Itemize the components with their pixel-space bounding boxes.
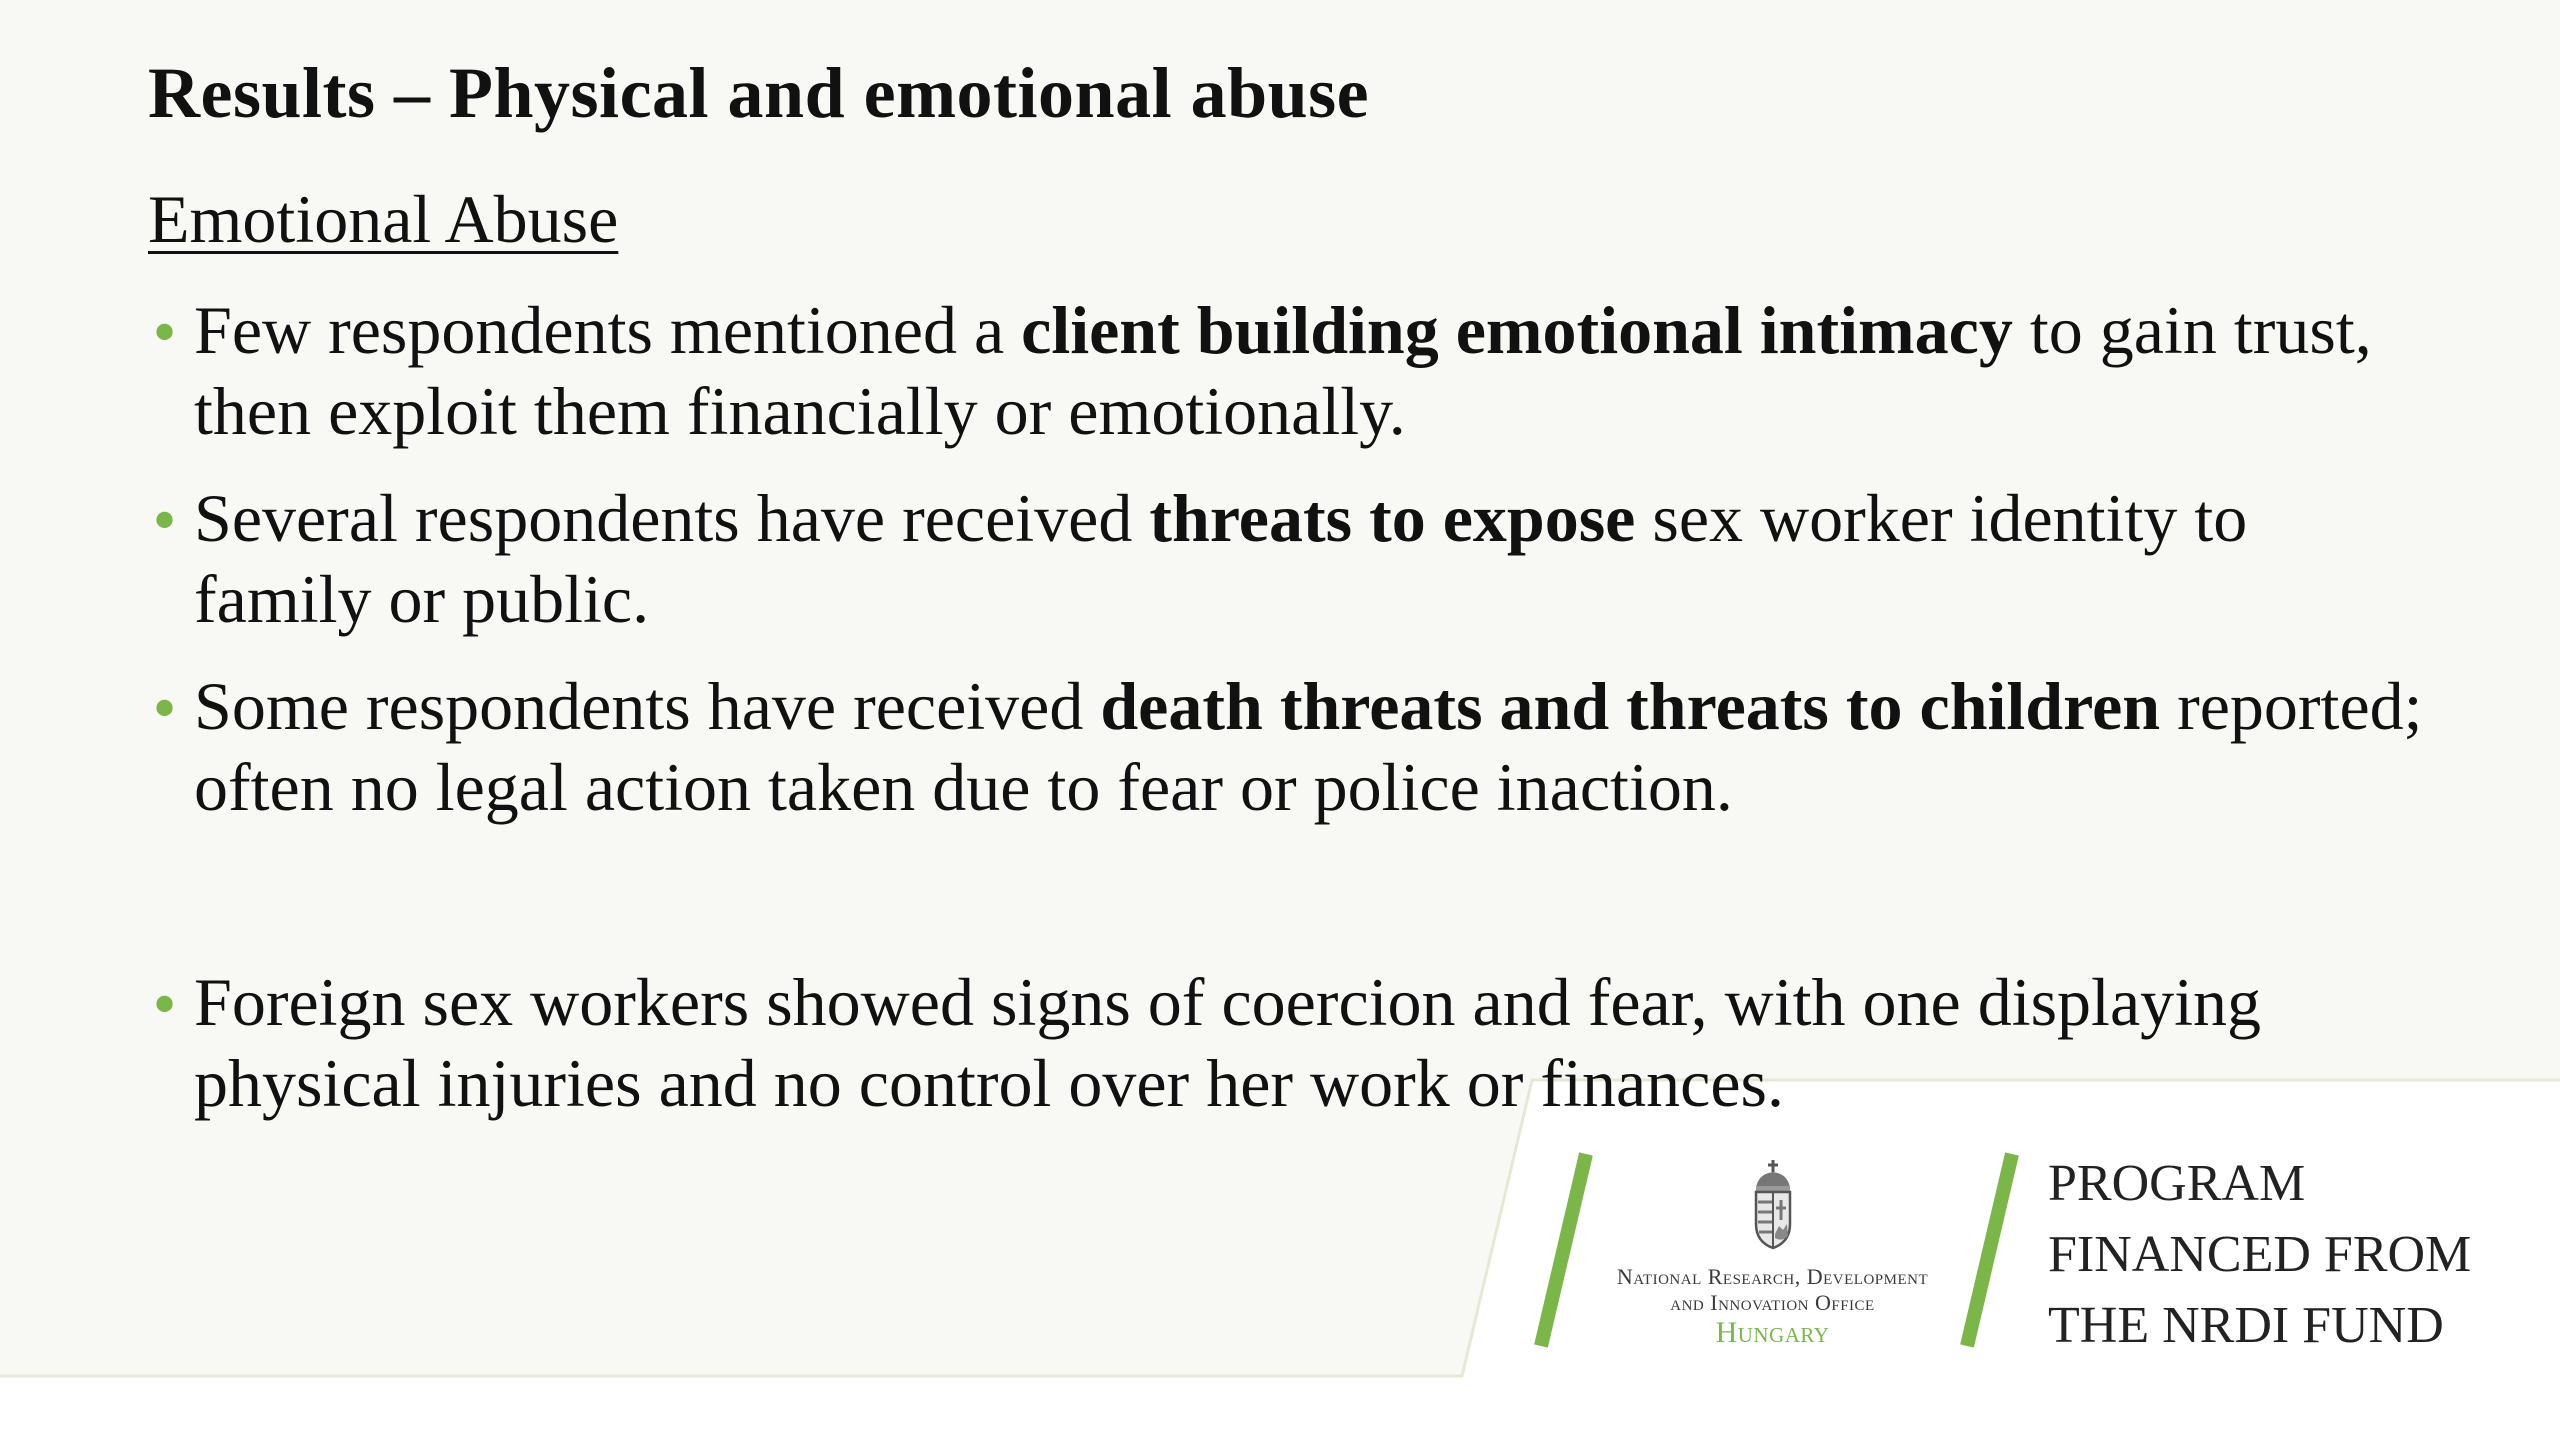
bullet-item	[148, 478, 2438, 640]
bullet-item	[148, 290, 2438, 452]
program-line: PROGRAM	[2048, 1155, 2306, 1212]
bullet-text: Some respondents have received death threats and threats to children reported; often no legal action taken due to fear or police inaction.	[194, 668, 2423, 825]
bullet-dot-icon: •	[148, 974, 182, 1039]
bullet-item	[148, 962, 2438, 1124]
green-slash-left	[1541, 1154, 1586, 1346]
bullet-dot-icon: •	[148, 678, 182, 743]
office-name-line: and Innovation Office	[1670, 1290, 1875, 1315]
bullet-text: Foreign sex workers showed signs of coercion and fear, with one displaying physical injuries and no control over her work or finances.	[194, 964, 2262, 1121]
green-slash-right	[1967, 1154, 2012, 1346]
office-name-line: National Research, Development	[1616, 1264, 1929, 1289]
section-subtitle: Emotional Abuse	[148, 181, 619, 257]
bullet-dot-icon: •	[148, 490, 182, 555]
program-line: FINANCED FROM	[2048, 1226, 2472, 1283]
bullet-dot-icon: •	[148, 302, 182, 367]
office-name	[1585, 1264, 1960, 1316]
bullet-item	[148, 666, 2438, 828]
program-financing-text	[2048, 1148, 2471, 1361]
bullet-text: Few respondents mentioned a client building emotional intimacy to gain trust, then exploit them financially or emotionally.	[194, 292, 2372, 449]
hungarian-coat-of-arms-icon	[1748, 1158, 1798, 1250]
slide-title: Results – Physical and emotional abuse	[148, 53, 1370, 133]
bullet-text: Several respondents have received threats to expose sex worker identity to family or public.	[194, 480, 2248, 637]
office-country: Hungary	[1715, 1316, 1830, 1349]
program-line: THE NRDI FUND	[2048, 1297, 2444, 1354]
